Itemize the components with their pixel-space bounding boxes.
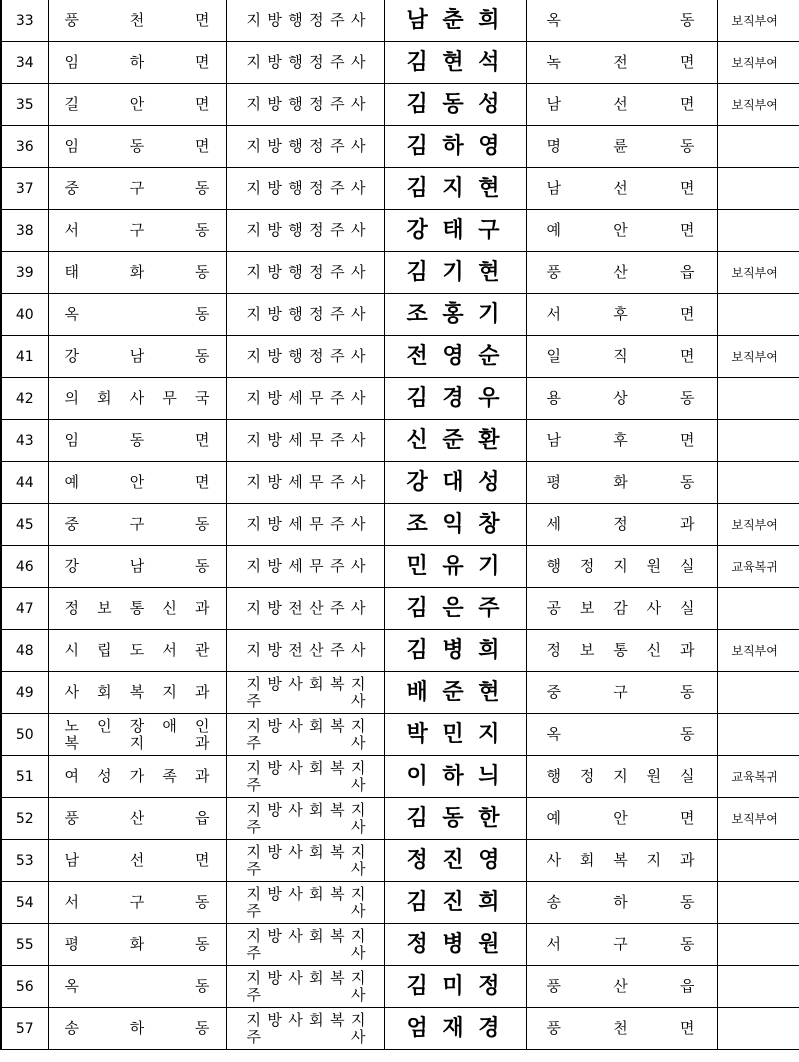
person-name <box>384 630 526 672</box>
new-department <box>526 504 717 546</box>
table-row <box>1 882 799 924</box>
person-name-text: 전 영 순 <box>406 343 500 370</box>
previous-department <box>48 378 226 420</box>
rank-title-text: 지 방 사 회 복 지 주 사 <box>246 885 366 920</box>
person-name-text: 박 민 지 <box>406 721 500 748</box>
rank-title <box>226 126 384 168</box>
rank-title-text: 지 방 행 정 주 사 <box>246 263 366 282</box>
new-department-text: 일 직 면 <box>546 347 695 366</box>
previous-department-text: 서 구 동 <box>64 221 210 240</box>
row-number: 57 <box>1 1008 48 1050</box>
previous-department <box>48 294 226 336</box>
table-row <box>1 294 799 336</box>
person-name <box>384 252 526 294</box>
rank-title <box>226 168 384 210</box>
previous-department-text: 중 구 동 <box>64 515 210 534</box>
person-name <box>384 756 526 798</box>
previous-department <box>48 840 226 882</box>
table-row <box>1 840 799 882</box>
rank-title <box>226 966 384 1008</box>
new-department-text: 풍 산 읍 <box>546 263 695 282</box>
new-department-text: 남 선 면 <box>546 95 695 114</box>
rank-title <box>226 1008 384 1050</box>
remark: 보직부여 <box>717 84 799 126</box>
remark <box>717 210 799 252</box>
table-row <box>1 42 799 84</box>
rank-title <box>226 210 384 252</box>
row-number: 37 <box>1 168 48 210</box>
previous-department <box>48 924 226 966</box>
previous-department-text: 송 하 동 <box>64 1019 210 1038</box>
previous-department-text: 여 성 가 족 과 <box>64 767 210 786</box>
table-row <box>1 252 799 294</box>
new-department <box>526 252 717 294</box>
row-number: 43 <box>1 420 48 462</box>
table-row <box>1 420 799 462</box>
new-department <box>526 210 717 252</box>
person-name <box>384 126 526 168</box>
previous-department-text: 옥 동 <box>64 977 210 996</box>
remark: 교육복귀 <box>717 546 799 588</box>
person-name-text: 김 동 한 <box>406 805 500 832</box>
person-name-text: 조 홍 기 <box>406 301 500 328</box>
rank-title <box>226 882 384 924</box>
new-department <box>526 420 717 462</box>
new-department-text: 예 안 면 <box>546 809 695 828</box>
previous-department-text: 평 화 동 <box>64 935 210 954</box>
rank-title-text: 지 방 세 무 주 사 <box>246 515 366 534</box>
previous-department <box>48 630 226 672</box>
rank-title-text: 지 방 사 회 복 지 주 사 <box>246 843 366 878</box>
table-row <box>1 1008 799 1050</box>
previous-department-text: 강 남 동 <box>64 557 210 576</box>
rank-title <box>226 420 384 462</box>
new-department-text: 남 후 면 <box>546 431 695 450</box>
table-row <box>1 546 799 588</box>
person-name <box>384 168 526 210</box>
person-name-text: 남 춘 희 <box>406 7 500 34</box>
rank-title-text: 지 방 사 회 복 지 주 사 <box>246 969 366 1004</box>
previous-department <box>48 714 226 756</box>
person-name <box>384 714 526 756</box>
table-row <box>1 462 799 504</box>
rank-title <box>226 336 384 378</box>
rank-title-text: 지 방 세 무 주 사 <box>246 431 366 450</box>
rank-title <box>226 504 384 546</box>
person-name <box>384 1008 526 1050</box>
rank-title-text: 지 방 사 회 복 지 주 사 <box>246 717 366 752</box>
previous-department <box>48 336 226 378</box>
row-number: 36 <box>1 126 48 168</box>
table-row <box>1 714 799 756</box>
rank-title-text: 지 방 행 정 주 사 <box>246 95 366 114</box>
table-row <box>1 84 799 126</box>
rank-title-text: 지 방 세 무 주 사 <box>246 557 366 576</box>
new-department <box>526 294 717 336</box>
rank-title-text: 지 방 행 정 주 사 <box>246 347 366 366</box>
remark <box>717 714 799 756</box>
person-name-text: 김 경 우 <box>406 385 500 412</box>
new-department <box>526 42 717 84</box>
new-department-text: 옥 동 <box>546 11 695 30</box>
row-number: 34 <box>1 42 48 84</box>
person-name-text: 김 동 성 <box>406 91 500 118</box>
remark <box>717 126 799 168</box>
previous-department-text: 서 구 동 <box>64 893 210 912</box>
row-number: 55 <box>1 924 48 966</box>
previous-department-text: 태 화 동 <box>64 263 210 282</box>
previous-department <box>48 462 226 504</box>
new-department <box>526 798 717 840</box>
previous-department-text: 길 안 면 <box>64 95 210 114</box>
rank-title-text: 지 방 전 산 주 사 <box>246 599 366 618</box>
new-department <box>526 714 717 756</box>
new-department-text: 세 정 과 <box>546 515 695 534</box>
person-name-text: 민 유 기 <box>406 553 500 580</box>
rank-title <box>226 798 384 840</box>
new-department-text: 평 화 동 <box>546 473 695 492</box>
row-number: 41 <box>1 336 48 378</box>
rank-title <box>226 588 384 630</box>
person-name <box>384 210 526 252</box>
row-number: 39 <box>1 252 48 294</box>
rank-title-text: 지 방 행 정 주 사 <box>246 137 366 156</box>
new-department-text: 용 상 동 <box>546 389 695 408</box>
person-name <box>384 420 526 462</box>
previous-department-text: 옥 동 <box>64 305 210 324</box>
rank-title <box>226 294 384 336</box>
table-row <box>1 756 799 798</box>
new-department <box>526 630 717 672</box>
person-name <box>384 294 526 336</box>
previous-department-text: 노 인 장 애 인 복 지 과 <box>64 717 210 752</box>
row-number: 53 <box>1 840 48 882</box>
remark: 보직부여 <box>717 504 799 546</box>
new-department-text: 옥 동 <box>546 725 695 744</box>
row-number: 54 <box>1 882 48 924</box>
new-department <box>526 882 717 924</box>
row-number: 52 <box>1 798 48 840</box>
person-name-text: 강 대 성 <box>406 469 500 496</box>
rank-title <box>226 378 384 420</box>
rank-title-text: 지 방 사 회 복 지 주 사 <box>246 801 366 836</box>
table-row <box>1 378 799 420</box>
previous-department <box>48 882 226 924</box>
table-row <box>1 798 799 840</box>
rank-title <box>226 252 384 294</box>
person-name <box>384 966 526 1008</box>
rank-title <box>226 924 384 966</box>
rank-title-text: 지 방 사 회 복 지 주 사 <box>246 1011 366 1046</box>
rank-title-text: 지 방 행 정 주 사 <box>246 221 366 240</box>
remark: 보직부여 <box>717 0 799 42</box>
row-number: 40 <box>1 294 48 336</box>
new-department <box>526 462 717 504</box>
remark <box>717 462 799 504</box>
previous-department <box>48 168 226 210</box>
rank-title-text: 지 방 행 정 주 사 <box>246 305 366 324</box>
new-department <box>526 756 717 798</box>
new-department <box>526 336 717 378</box>
remark: 보직부여 <box>717 336 799 378</box>
person-name <box>384 546 526 588</box>
new-department-text: 송 하 동 <box>546 893 695 912</box>
remark <box>717 1008 799 1050</box>
previous-department-text: 예 안 면 <box>64 473 210 492</box>
person-name-text: 조 익 창 <box>406 511 500 538</box>
table-row <box>1 168 799 210</box>
previous-department-text: 사 회 복 지 과 <box>64 683 210 702</box>
new-department-text: 공 보 감 사 실 <box>546 599 695 618</box>
person-name-text: 배 준 현 <box>406 679 500 706</box>
new-department-text: 서 후 면 <box>546 305 695 324</box>
rank-title-text: 지 방 행 정 주 사 <box>246 11 366 30</box>
row-number: 38 <box>1 210 48 252</box>
new-department <box>526 840 717 882</box>
remark <box>717 378 799 420</box>
rank-title-text: 지 방 전 산 주 사 <box>246 641 366 660</box>
table-row <box>1 966 799 1008</box>
previous-department <box>48 210 226 252</box>
new-department <box>526 378 717 420</box>
remark <box>717 924 799 966</box>
previous-department-text: 정 보 통 신 과 <box>64 599 210 618</box>
previous-department-text: 남 선 면 <box>64 851 210 870</box>
rank-title <box>226 714 384 756</box>
remark <box>717 294 799 336</box>
previous-department-text: 풍 천 면 <box>64 11 210 30</box>
person-name-text: 이 하 늬 <box>406 763 500 790</box>
remark: 교육복귀 <box>717 756 799 798</box>
rank-title <box>226 672 384 714</box>
rank-title <box>226 84 384 126</box>
new-department <box>526 924 717 966</box>
new-department-text: 명 륜 동 <box>546 137 695 156</box>
previous-department-text: 풍 산 읍 <box>64 809 210 828</box>
previous-department <box>48 588 226 630</box>
person-name <box>384 84 526 126</box>
person-name <box>384 672 526 714</box>
remark: 보직부여 <box>717 42 799 84</box>
previous-department <box>48 42 226 84</box>
table-row <box>1 924 799 966</box>
person-name <box>384 378 526 420</box>
new-department-text: 남 선 면 <box>546 179 695 198</box>
person-name-text: 신 준 환 <box>406 427 500 454</box>
new-department <box>526 966 717 1008</box>
person-name <box>384 882 526 924</box>
person-name-text: 김 현 석 <box>406 49 500 76</box>
table-row <box>1 630 799 672</box>
previous-department <box>48 126 226 168</box>
row-number: 48 <box>1 630 48 672</box>
row-number: 45 <box>1 504 48 546</box>
table-row <box>1 126 799 168</box>
person-name-text: 엄 재 경 <box>406 1015 500 1042</box>
rank-title-text: 지 방 행 정 주 사 <box>246 53 366 72</box>
rank-title-text: 지 방 사 회 복 지 주 사 <box>246 759 366 794</box>
previous-department-text: 시 립 도 서 관 <box>64 641 210 660</box>
new-department <box>526 588 717 630</box>
previous-department <box>48 420 226 462</box>
previous-department <box>48 966 226 1008</box>
person-name-text: 김 하 영 <box>406 133 500 160</box>
remark: 보직부여 <box>717 798 799 840</box>
person-name-text: 김 병 희 <box>406 637 500 664</box>
new-department <box>526 84 717 126</box>
person-name-text: 김 지 현 <box>406 175 500 202</box>
person-name-text: 김 은 주 <box>406 595 500 622</box>
table-row <box>1 588 799 630</box>
table-row <box>1 336 799 378</box>
new-department-text: 중 구 동 <box>546 683 695 702</box>
remark <box>717 420 799 462</box>
rank-title <box>226 0 384 42</box>
person-name <box>384 336 526 378</box>
previous-department-text: 임 하 면 <box>64 53 210 72</box>
person-name-text: 정 병 원 <box>406 931 500 958</box>
person-name <box>384 462 526 504</box>
row-number: 46 <box>1 546 48 588</box>
table-row <box>1 504 799 546</box>
new-department-text: 예 안 면 <box>546 221 695 240</box>
previous-department-text: 강 남 동 <box>64 347 210 366</box>
previous-department <box>48 756 226 798</box>
row-number: 50 <box>1 714 48 756</box>
new-department <box>526 0 717 42</box>
person-name-text: 김 기 현 <box>406 259 500 286</box>
previous-department <box>48 1008 226 1050</box>
previous-department-text: 임 동 면 <box>64 137 210 156</box>
person-name <box>384 42 526 84</box>
previous-department <box>48 546 226 588</box>
rank-title <box>226 840 384 882</box>
rank-title-text: 지 방 사 회 복 지 주 사 <box>246 927 366 962</box>
new-department-text: 사 회 복 지 과 <box>546 851 695 870</box>
rank-title <box>226 42 384 84</box>
new-department-text: 행 정 지 원 실 <box>546 767 695 786</box>
rank-title-text: 지 방 사 회 복 지 주 사 <box>246 675 366 710</box>
person-name <box>384 0 526 42</box>
rank-title-text: 지 방 세 무 주 사 <box>246 473 366 492</box>
new-department-text: 정 보 통 신 과 <box>546 641 695 660</box>
row-number: 33 <box>1 0 48 42</box>
remark <box>717 672 799 714</box>
row-number: 47 <box>1 588 48 630</box>
previous-department-text: 의 회 사 무 국 <box>64 389 210 408</box>
new-department <box>526 168 717 210</box>
new-department <box>526 1008 717 1050</box>
person-name <box>384 588 526 630</box>
row-number: 44 <box>1 462 48 504</box>
person-name <box>384 504 526 546</box>
person-name-text: 정 진 영 <box>406 847 500 874</box>
remark: 보직부여 <box>717 252 799 294</box>
row-number: 35 <box>1 84 48 126</box>
previous-department-text: 중 구 동 <box>64 179 210 198</box>
remark: 보직부여 <box>717 630 799 672</box>
previous-department <box>48 672 226 714</box>
table-row <box>1 210 799 252</box>
remark <box>717 168 799 210</box>
person-name-text: 김 미 정 <box>406 973 500 1000</box>
rank-title-text: 지 방 세 무 주 사 <box>246 389 366 408</box>
previous-department-text: 임 동 면 <box>64 431 210 450</box>
new-department-text: 서 구 동 <box>546 935 695 954</box>
new-department-text: 행 정 지 원 실 <box>546 557 695 576</box>
remark <box>717 840 799 882</box>
row-number: 42 <box>1 378 48 420</box>
remark <box>717 588 799 630</box>
remark <box>717 966 799 1008</box>
person-name <box>384 924 526 966</box>
previous-department <box>48 504 226 546</box>
new-department-text: 풍 산 읍 <box>546 977 695 996</box>
remark <box>717 882 799 924</box>
roster-body <box>1 0 799 1050</box>
rank-title <box>226 546 384 588</box>
new-department-text: 녹 전 면 <box>546 53 695 72</box>
rank-title-text: 지 방 행 정 주 사 <box>246 179 366 198</box>
row-number: 49 <box>1 672 48 714</box>
rank-title <box>226 462 384 504</box>
person-name-text: 김 진 희 <box>406 889 500 916</box>
person-name <box>384 840 526 882</box>
new-department-text: 풍 천 면 <box>546 1019 695 1038</box>
table-row <box>1 0 799 42</box>
row-number: 56 <box>1 966 48 1008</box>
person-name-text: 강 태 구 <box>406 217 500 244</box>
previous-department <box>48 252 226 294</box>
previous-department <box>48 0 226 42</box>
row-number: 51 <box>1 756 48 798</box>
person-name <box>384 798 526 840</box>
new-department <box>526 672 717 714</box>
previous-department <box>48 798 226 840</box>
rank-title <box>226 630 384 672</box>
previous-department <box>48 84 226 126</box>
rank-title <box>226 756 384 798</box>
new-department <box>526 126 717 168</box>
table-row <box>1 672 799 714</box>
new-department <box>526 546 717 588</box>
